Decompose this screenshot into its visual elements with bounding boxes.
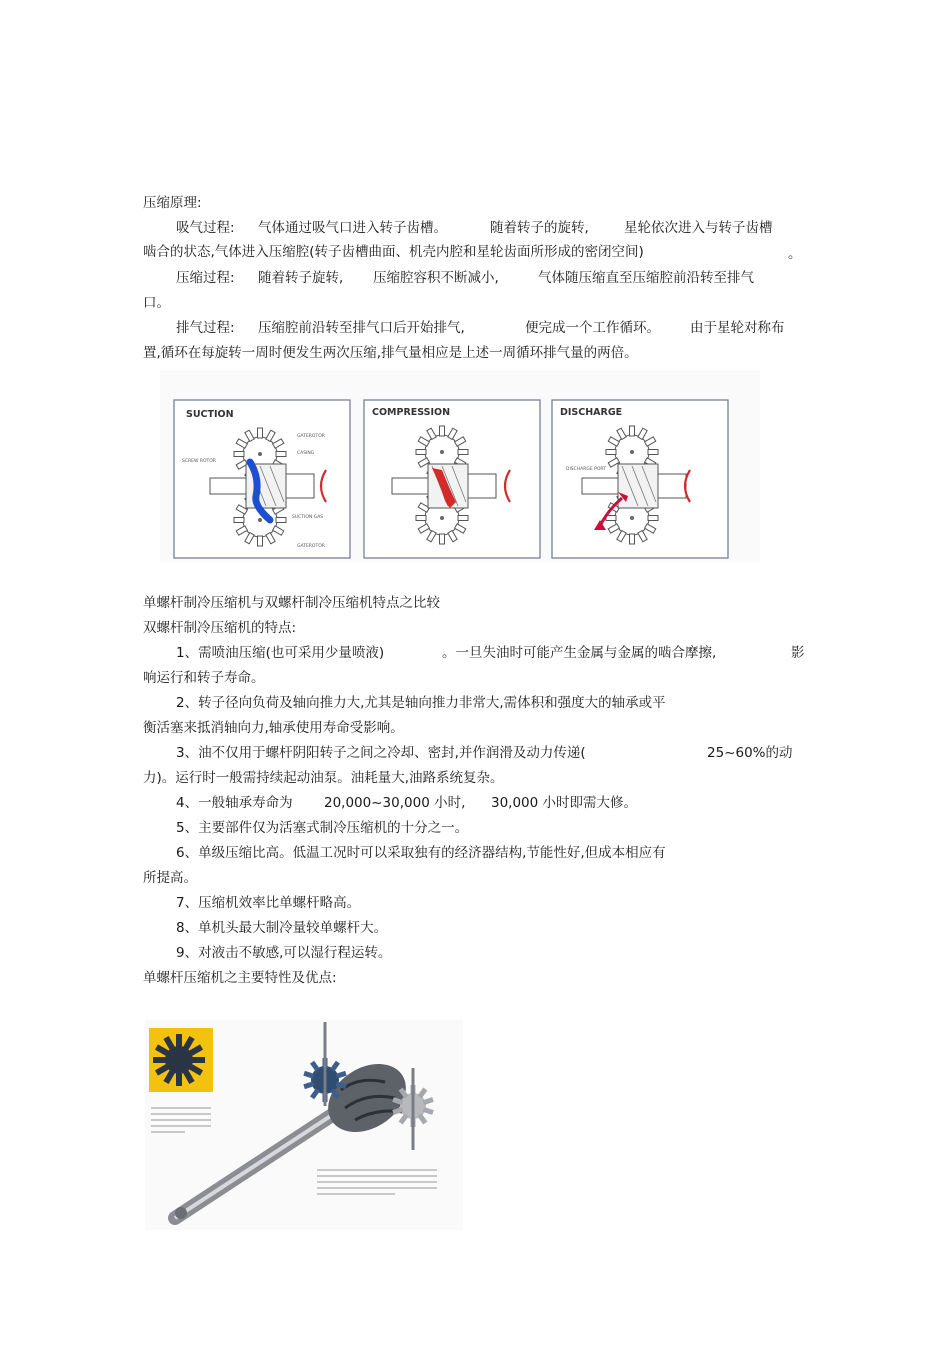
label-suction-gas: SUCTION GAS <box>292 515 324 520</box>
suction-label: 吸气过程: <box>176 220 235 236</box>
label-gaterotor-bottom: GATEROTOR <box>297 544 325 549</box>
list-item: 6、单级压缩比高。低温工况时可以采取独有的经济器结构,节能性好,但成本相应有 <box>176 845 666 861</box>
list-item: 响运行和转子寿命。 <box>143 670 265 686</box>
discharge-text: 置,循环在每旋转一周时便发生两次压缩,排气量相应是上述一周循环排气量的两倍。 <box>143 345 638 361</box>
label-screw-rotor: SCREW ROTOR <box>182 459 216 464</box>
process-diagram-svg <box>160 370 760 562</box>
list-item: 25~60%的动 <box>707 745 793 761</box>
single-screw-rotor-photo <box>145 1020 463 1230</box>
list-item: 衡活塞来抵消轴向力,轴承使用寿命受影响。 <box>143 720 404 736</box>
compression-text: 口。 <box>143 295 170 311</box>
discharge-text: 由于星轮对称布 <box>690 320 785 336</box>
discharge-panel-title: DISCHARGE <box>560 407 623 418</box>
list-item: 。一旦失油时可能产生金属与金属的啮合摩擦, <box>442 645 717 661</box>
list-item: 9、对液击不敏感,可以湿行程运转。 <box>176 945 392 961</box>
compression-process-diagram <box>160 370 760 562</box>
section-title-principle: 压缩原理: <box>143 195 202 211</box>
compression-text: 压缩腔容积不断减小, <box>373 270 499 286</box>
rotor-photo-svg <box>145 1020 463 1230</box>
list-item: 力)。运行时一般需持续起动油泵。油耗量大,油路系统复杂。 <box>143 770 504 786</box>
list-item: 所提高。 <box>143 870 197 886</box>
shaft-highlight <box>175 1100 355 1218</box>
compression-panel-title: COMPRESSION <box>372 407 451 418</box>
suction-text: 。 <box>788 246 802 262</box>
compression-text: 气体随压缩直至压缩腔前沿转至排气 <box>538 270 754 286</box>
list-item: 3、油不仅用于螺杆阴阳转子之间之冷却、密封,并作润滑及动力传递( <box>176 745 586 761</box>
suction-text: 随着转子的旋转, <box>490 220 589 236</box>
suction-text: 啮合的状态,气体进入压缩腔(转子齿槽曲面、机壳内腔和星轮齿面所形成的密闭空间) <box>143 244 644 260</box>
list-item: 8、单机头最大制冷量较单螺杆大。 <box>176 920 388 936</box>
single-screw-title: 单螺杆压缩机之主要特性及优点: <box>143 970 337 986</box>
list-item: 30,000 小时即需大修。 <box>491 795 638 811</box>
discharge-label: 排气过程: <box>176 320 235 336</box>
label-casing: CASING <box>297 451 315 456</box>
label-gaterotor-top: GATEROTOR <box>297 434 325 439</box>
suction-text: 星轮依次进入与转子齿槽 <box>624 220 773 236</box>
list-item: 2、转子径向负荷及轴向推力大,尤其是轴向推力非常大,需体积和强度大的轴承或平 <box>176 695 666 711</box>
list-item: 5、主要部件仅为活塞式制冷压缩机的十分之一。 <box>176 820 469 836</box>
suction-text: 气体通过吸气口进入转子齿槽。 <box>258 220 447 236</box>
list-item: 20,000~30,000 小时, <box>324 795 466 811</box>
compression-label: 压缩过程: <box>176 270 235 286</box>
comparison-title: 单螺杆制冷压缩机与双螺杆制冷压缩机特点之比较 <box>143 595 440 611</box>
list-item: 4、一般轴承寿命为 <box>176 795 293 811</box>
discharge-text: 便完成一个工作循环。 <box>525 320 660 336</box>
compression-text: 随着转子旋转, <box>258 270 344 286</box>
list-item: 1、需喷油压缩(也可采用少量喷液) <box>176 645 385 661</box>
label-discharge-port: DISCHARGE PORT <box>566 467 606 472</box>
discharge-text: 压缩腔前沿转至排气口后开始排气, <box>258 320 465 336</box>
photo-caption <box>317 1170 437 1194</box>
list-item: 影 <box>791 645 805 661</box>
suction-panel-title: SUCTION <box>186 409 234 420</box>
list-item: 7、压缩机效率比单螺杆略高。 <box>176 895 361 911</box>
inset-caption <box>151 1108 211 1132</box>
twin-screw-subtitle: 双螺杆制冷压缩机的特点: <box>143 620 297 636</box>
